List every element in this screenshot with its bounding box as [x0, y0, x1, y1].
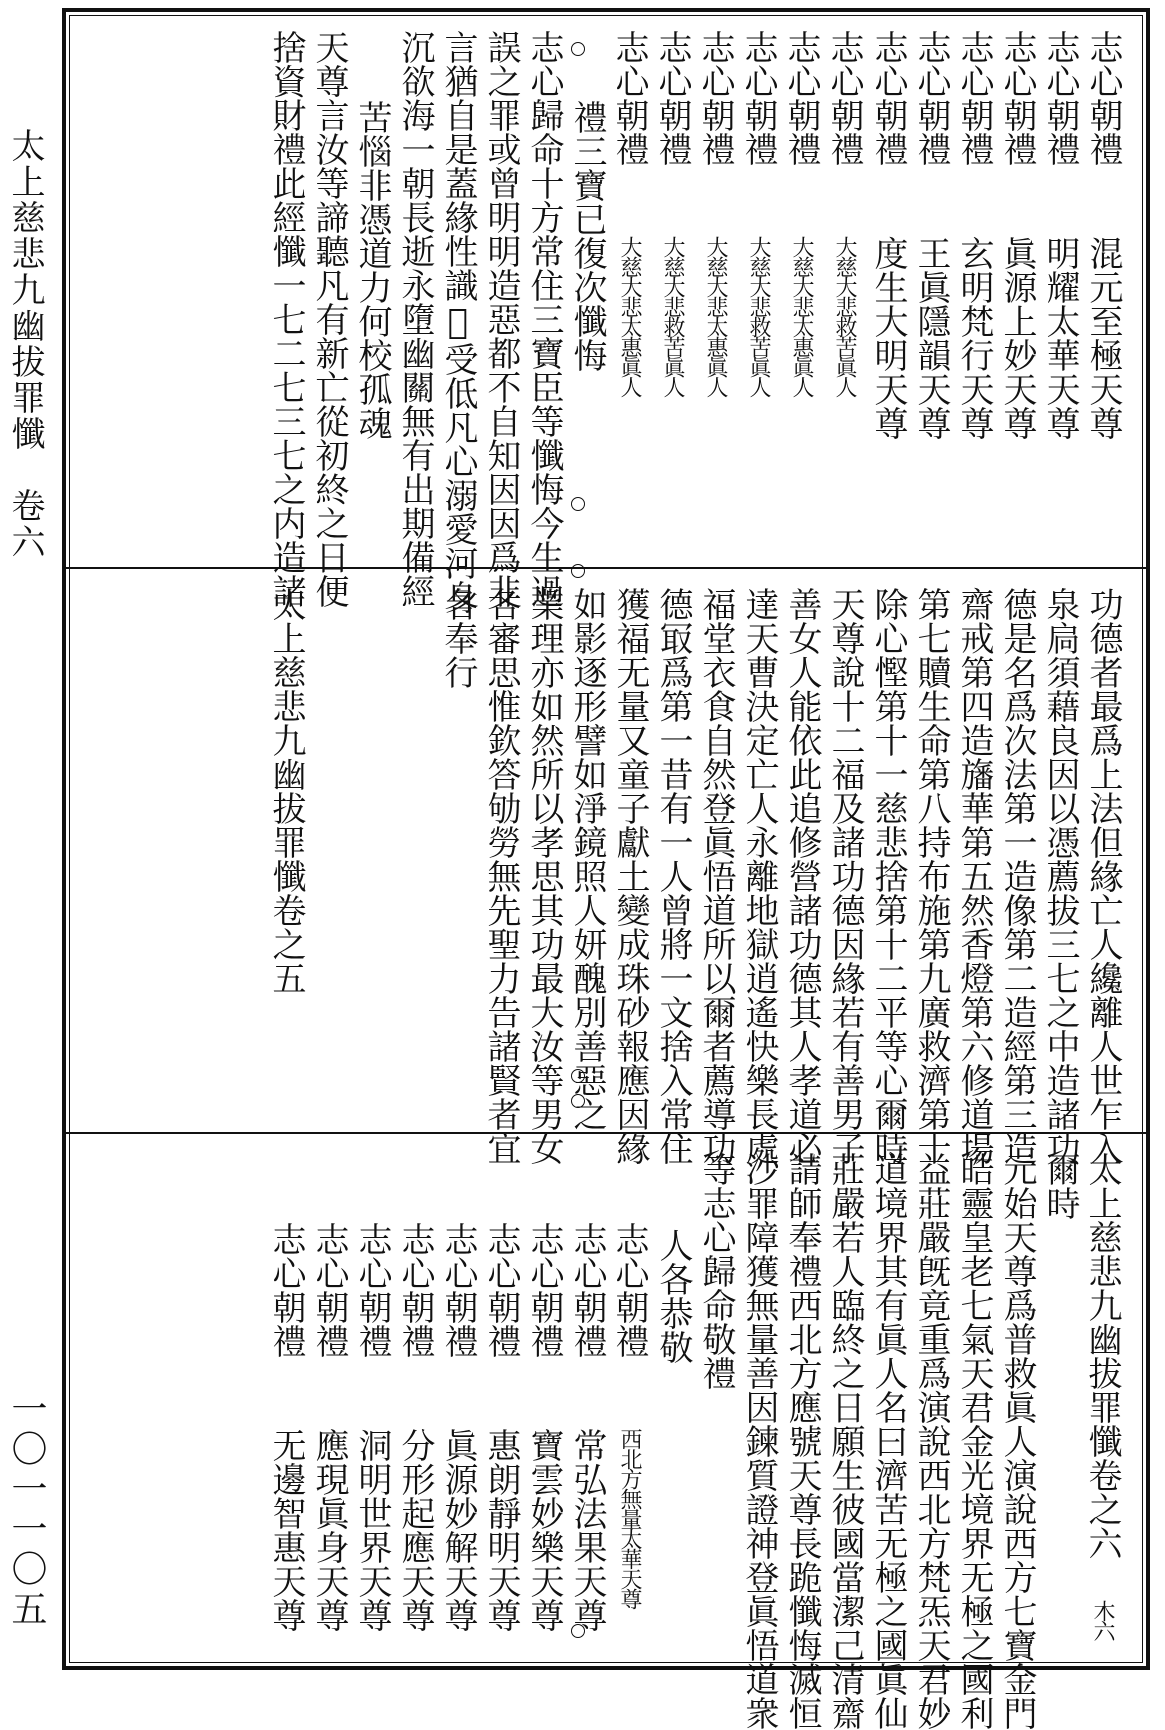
- litany-line: 志心朝禮分形起應天尊: [395, 1222, 435, 1632]
- prose-line: 達天曹決定亡人永離地獄逍遙快樂長處: [739, 587, 779, 1165]
- litany-line: 志心朝禮玄明梵行天尊: [954, 30, 994, 440]
- folio-number: 一〇一一〇五: [6, 1390, 47, 1630]
- prose-line: 莊嚴若人臨終之日願生彼國當潔己清齋: [825, 1152, 865, 1730]
- litany-line: 志心朝禮度生大明天尊: [868, 30, 908, 440]
- litany-line: 志心朝禮眞源妙解天尊: [438, 1222, 478, 1632]
- prose-line: 天尊言汝等諦聽凡有新亡從初終之日便: [309, 30, 349, 608]
- prose-line: 除心慳第十一慈悲捨第十二平等心爾時: [868, 587, 908, 1165]
- page-frame: [62, 8, 1150, 1730]
- prose-line: 捨資財禮此經懺一七二七三七之内造諸: [266, 30, 306, 608]
- prose-line: 等志心歸命敬禮: [696, 1152, 736, 1390]
- panel-top: [66, 12, 1146, 614]
- litany-line: 志心朝禮應現眞身天尊: [309, 1222, 349, 1632]
- prose-line: 功德者最爲上法但緣亡人纔離人世乍入: [1083, 587, 1123, 1165]
- prose-line: 苦惱非憑道力何校孤魂: [352, 100, 392, 440]
- litany-line: 志心朝禮洞明世界天尊: [352, 1222, 392, 1632]
- prose-line: 言猶自是蓋緣性識𥨸受低凡心溺愛河身: [438, 30, 478, 614]
- prose-line: 皓靈皇老七氣天君金光境界无極之國利: [954, 1152, 994, 1730]
- prose-line: 如影逐形譬如淨鏡照人妍醜別善惡之: [567, 587, 607, 1131]
- litany-line: 志心朝禮明耀太華天尊: [1040, 30, 1080, 440]
- section-circle-mark: [571, 1624, 585, 1638]
- prose-line: 齋戒第四造旛華第五然香燈第六修道場: [954, 587, 994, 1165]
- prose-line: 德冣爲第一昔有一人曾將一文捨入常住: [653, 587, 693, 1165]
- prose-line: 沙罪障獲無量善因鍊質證神登眞悟道衆: [739, 1152, 779, 1730]
- litany-line: 志心朝禮大慈大悲太惠眞人: [781, 30, 821, 396]
- panel-top-columns: [88, 30, 1124, 614]
- rubric-line: 人各恭敬: [653, 1228, 693, 1364]
- prose-line: 業理亦如然所以孝思其功最大汝等男女: [524, 587, 564, 1165]
- litany-line: 志心朝禮寶雲妙樂天尊: [524, 1222, 564, 1632]
- litany-line: 志心朝禮大慈大悲救苦眞人: [824, 30, 864, 396]
- section-circle-mark: [571, 497, 585, 511]
- litany-line: 志心朝禮常弘法果天尊: [567, 1222, 607, 1632]
- prose-line: 德是名爲次法第一造像第二造經第三造: [997, 587, 1037, 1165]
- prose-line: 誤之罪或曾明明造惡都不自知因因爲非: [481, 30, 521, 608]
- litany-line: 志心朝禮眞源上妙天尊: [997, 30, 1037, 440]
- chapter-title: 太上慈悲九幽拔罪懺卷之六木六: [1082, 1152, 1122, 1640]
- prose-line: 善女人能依此追修營諸功德其人孝道必: [782, 587, 822, 1165]
- litany-line: 志心朝禮王眞隱韻天尊: [911, 30, 951, 440]
- prose-line: 道境界其有眞人名曰濟苦无極之國眞仙: [868, 1152, 908, 1730]
- prose-line: 元始天尊爲普救眞人演說西方七寶金門: [997, 1152, 1037, 1730]
- panel-middle: [66, 567, 1146, 1165]
- section-circle-mark: [571, 1094, 585, 1108]
- prose-line: 天尊說十二福及諸功德因緣若有善男子: [825, 587, 865, 1165]
- prose-line: 志心歸命十方常住三寶臣等懺悔今生過: [524, 30, 564, 608]
- prose-line: 各奉行: [438, 587, 478, 689]
- prose-line: 請師奉禮西北方應號天尊長跪懺悔滅恒: [782, 1152, 822, 1730]
- litany-line: 志心朝禮大慈大悲救苦眞人: [738, 30, 778, 396]
- litany-line: 志心朝禮无邊智惠天尊: [266, 1222, 306, 1632]
- panel-bottom-columns: [88, 1152, 1124, 1730]
- litany-line: 志心朝禮混元至極天尊: [1083, 30, 1123, 440]
- prose-line: 第七贖生命第八持布施第九廣救濟第十: [911, 587, 951, 1165]
- prose-line: 福堂衣食自然登眞悟道所以爾者薦導功: [696, 587, 736, 1165]
- litany-line: 志心朝禮惠朗靜明天尊: [481, 1222, 521, 1632]
- prose-line: 獲福无量又童子獻土變成珠砂報應因緣: [610, 587, 650, 1165]
- prose-line: 禮三寶已復次懺悔: [567, 100, 607, 372]
- section-circle-mark: [571, 1069, 585, 1083]
- panel-middle-columns: [88, 587, 1124, 1165]
- section-circle-mark: [571, 42, 585, 56]
- litany-line: 志心朝禮大慈大悲救苦眞人: [652, 30, 692, 396]
- litany-line: 志心朝禮大慈大悲太惠眞人: [695, 30, 735, 396]
- panel-bottom: [66, 1132, 1146, 1730]
- litany-line: 志心朝禮西北方無量太華天尊: [609, 1222, 649, 1608]
- prose-line: 爾時: [1040, 1152, 1080, 1220]
- prose-line: 泉扃須藉良因以憑薦拔三七之中造諸功: [1040, 587, 1080, 1165]
- section-circle-mark: [571, 564, 585, 578]
- end-title: 太上慈悲九幽拔罪懺卷之五: [266, 587, 306, 995]
- side-title: 太上慈悲九幽拔罪懺 卷六: [5, 128, 45, 560]
- prose-line: 益莊嚴旣竟重爲演說西北方梵炁天君妙: [911, 1152, 951, 1730]
- prose-line: 各審思惟欽答劬勞無先聖力告諸賢者宜: [481, 587, 521, 1165]
- prose-line: 沉欲海一朝長逝永墮幽關無有出期備經: [395, 30, 435, 608]
- litany-line: 志心朝禮大慈大悲太惠眞人: [609, 30, 649, 396]
